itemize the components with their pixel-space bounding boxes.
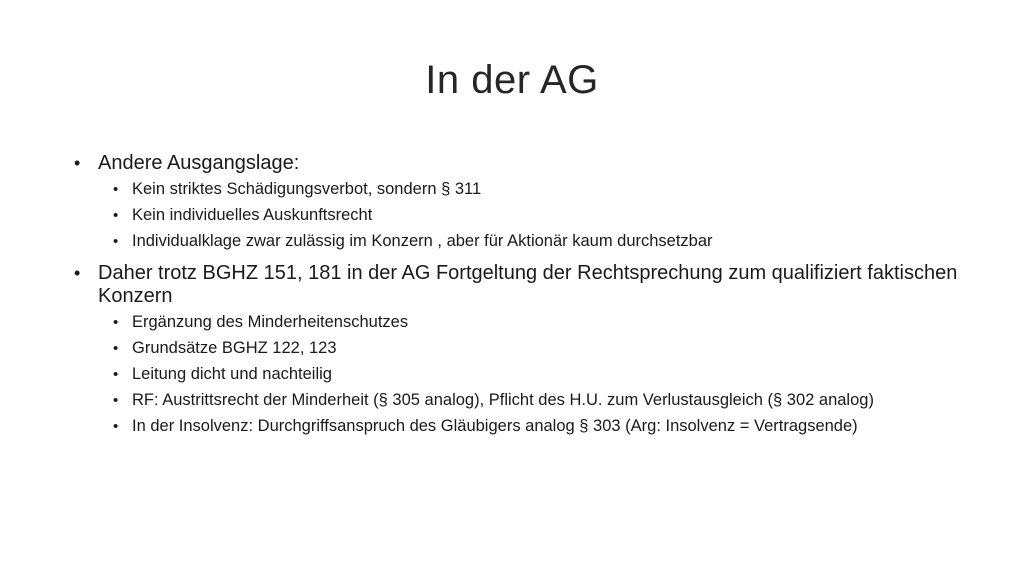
sub-bullet-list <box>72 180 972 251</box>
bullet-dot-icon: • <box>74 263 81 283</box>
sub-bullet-item <box>72 180 972 199</box>
sub-bullet-item <box>72 339 972 358</box>
sub-bullet-item <box>72 417 972 436</box>
sub-bullet-text: Kein individuelles Auskunftsrecht <box>132 206 373 224</box>
bullet-list <box>72 152 972 443</box>
sub-bullet-list <box>72 313 972 436</box>
sub-bullet-text: Kein striktes Schädigungsverbot, sondern § 311 <box>132 180 482 198</box>
sub-bullet-text: Ergänzung des Minderheitenschutzes <box>132 313 409 331</box>
bullet-dot-icon: • <box>113 233 119 250</box>
bullet-text: Daher trotz BGHZ 151, 181 in der AG Fortgeltung der Rechtsprechung zum qualifiziert faktischen Konzern <box>98 262 958 307</box>
bullet-dot-icon: • <box>113 314 119 331</box>
sub-bullet-text: Individualklage zwar zulässig im Konzern , aber für Aktionär kaum durchsetzbar <box>132 232 713 250</box>
bullet-dot-icon: • <box>113 366 119 383</box>
bullet-dot-icon: • <box>113 418 119 435</box>
bullet-dot-icon: • <box>113 392 119 409</box>
sub-bullet-item <box>72 232 972 251</box>
bullet-dot-icon: • <box>113 207 119 224</box>
bullet-item <box>72 152 972 175</box>
bullet-dot-icon: • <box>74 153 81 173</box>
bullet-text: Andere Ausgangslage: <box>98 152 300 174</box>
sub-bullet-text: RF: Austrittsrecht der Minderheit (§ 305 analog), Pflicht des H.U. zum Verlustausgleich (§ 302 analog) <box>132 391 874 409</box>
sub-bullet-text: Leitung dicht und nachteilig <box>132 365 332 383</box>
sub-bullet-item <box>72 313 972 332</box>
bullet-item <box>72 262 972 308</box>
bullet-dot-icon: • <box>113 340 119 357</box>
bullet-dot-icon: • <box>113 181 119 198</box>
slide-title: In der AG <box>425 58 599 102</box>
sub-bullet-item <box>72 391 972 410</box>
sub-bullet-text: In der Insolvenz: Durchgriffsanspruch des Gläubigers analog § 303 (Arg: Insolvenz = Vertragsende) <box>132 417 858 435</box>
sub-bullet-text: Grundsätze BGHZ 122, 123 <box>132 339 337 357</box>
sub-bullet-item <box>72 206 972 225</box>
sub-bullet-item <box>72 365 972 384</box>
